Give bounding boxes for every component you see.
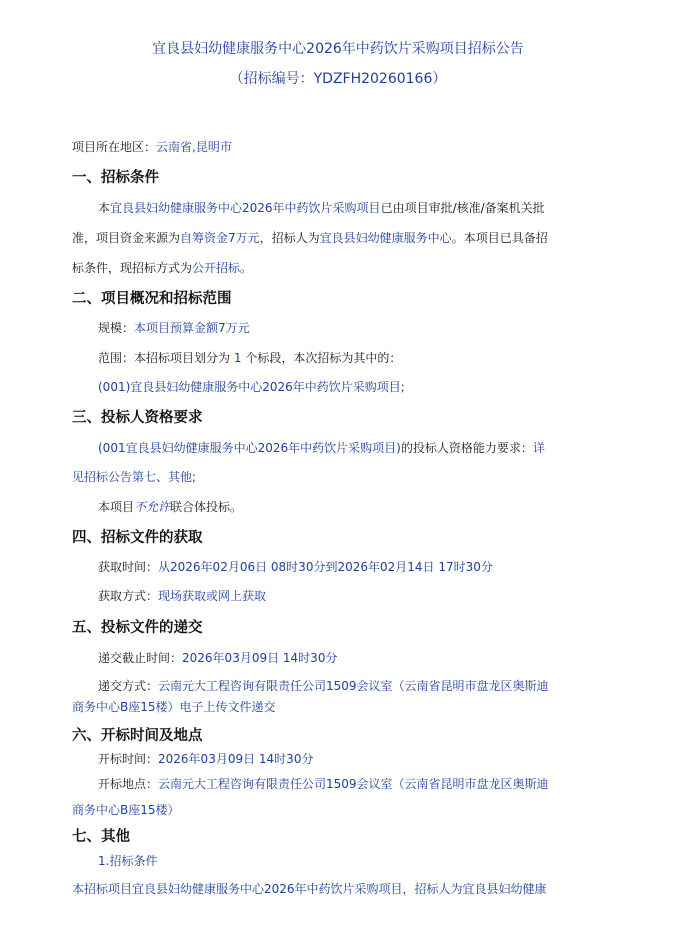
tender-number: （招标编号：YDZFH20260166） [229, 71, 447, 87]
qualification-line-1 [98, 439, 545, 456]
text: 已由项目审批/核准/备案机关批 [380, 201, 545, 215]
opening-time-label: 开标时间： [98, 752, 159, 766]
section-heading-1: 一、招标条件 [72, 170, 159, 186]
condition-line-2 [72, 229, 548, 246]
notice-title: 宜良县妇幼健康服务中心2026年中药饮片采购项目招标公告 [152, 41, 524, 57]
text: 本 [98, 201, 111, 215]
submit-deadline-line [98, 649, 337, 666]
text: 联合体投标。 [170, 500, 243, 514]
lot-line: (001)宜良县妇幼健康服务中心2026年中药饮片采购项目; [98, 380, 405, 394]
scale-value: 本项目预算金额7万元 [134, 321, 250, 335]
section-heading-3: 三、投标人资格要求 [72, 410, 203, 426]
location-label: 项目所在地区： [72, 140, 157, 154]
obtain-time-label: 获取时间： [98, 560, 159, 574]
opening-time-line [98, 750, 313, 767]
lot-count: 1 [233, 351, 242, 365]
condition-line-3 [72, 259, 252, 276]
text: 标条件，现招标方式为 [72, 261, 193, 275]
project-location [72, 138, 232, 155]
submit-method-line-1 [98, 677, 549, 694]
opening-place-label: 开标地点： [98, 777, 159, 791]
project-name: 宜良县妇幼健康服务中心2026年中药饮片采购项目 [110, 201, 381, 215]
opening-place-value: 云南元大工程咨询有限责任公司1509会议室（云南省昆明市盘龙区奥斯迪 [158, 777, 549, 791]
tenderer: 宜良县妇幼健康服务中心 [319, 231, 452, 245]
qualification-line-2: 见招标公告第七、其他; [72, 470, 197, 484]
tender-method: 公开招标 [192, 261, 241, 275]
text: 准，项目资金来源为 [72, 231, 181, 245]
section-heading-2: 二、项目概况和招标范围 [72, 291, 232, 307]
text: ，招标人为 [259, 231, 320, 245]
condition-line-1 [98, 199, 545, 216]
opening-place-line-1 [98, 775, 549, 792]
obtain-method-value: 现场获取或网上获取 [158, 589, 267, 603]
location-value: 云南省,昆明市 [156, 140, 232, 154]
section-heading-6: 六、开标时间及地点 [72, 728, 203, 744]
scale-label: 规模： [98, 321, 135, 335]
text: 的投标人资格能力要求： [400, 441, 533, 455]
text: 本项目 [98, 500, 135, 514]
text: 。 [240, 261, 253, 275]
text: 个标段，本次招标为其中的： [245, 351, 402, 365]
other-paragraph: 本招标项目宜良县妇幼健康服务中心2026年中药饮片采购项目，招标人为宜良县妇幼健康 [72, 882, 547, 896]
section-heading-5: 五、投标文件的递交 [72, 620, 203, 636]
text: 范围：本招标项目划分为 [98, 351, 231, 365]
consortium-value: 不允许 [134, 500, 171, 514]
submit-method-label: 递交方式： [98, 679, 159, 693]
range-line [98, 349, 401, 366]
obtain-method-line [98, 587, 266, 604]
opening-time-value: 2026年03月09日 14时30分 [158, 752, 314, 766]
section-heading-7: 七、其他 [72, 829, 130, 845]
text: 详 [532, 441, 545, 455]
scale-line [98, 319, 250, 336]
fund-source: 自筹资金7万元 [180, 231, 260, 245]
consortium-line [98, 498, 242, 515]
obtain-time-value: 从2026年02月06日 08时30分到2026年02月14日 17时30分 [158, 560, 493, 574]
deadline-value: 2026年03月09日 14时30分 [182, 651, 338, 665]
text: 。本项目已具备招 [451, 231, 548, 245]
deadline-label: 递交截止时间： [98, 651, 183, 665]
section-heading-4: 四、招标文件的获取 [72, 530, 203, 546]
obtain-method-label: 获取方式： [98, 589, 159, 603]
submit-method-line-2: 商务中心B座15楼）电子上传文件递交 [72, 700, 276, 714]
other-item-1: 1.招标条件 [98, 854, 158, 868]
obtain-time-line [98, 558, 493, 575]
lot-ref: (001宜良县妇幼健康服务中心2026年中药饮片采购项目) [98, 441, 401, 455]
submit-method-value: 云南元大工程咨询有限责任公司1509会议室（云南省昆明市盘龙区奥斯迪 [158, 679, 549, 693]
opening-place-line-2: 商务中心B座15楼） [72, 803, 180, 817]
